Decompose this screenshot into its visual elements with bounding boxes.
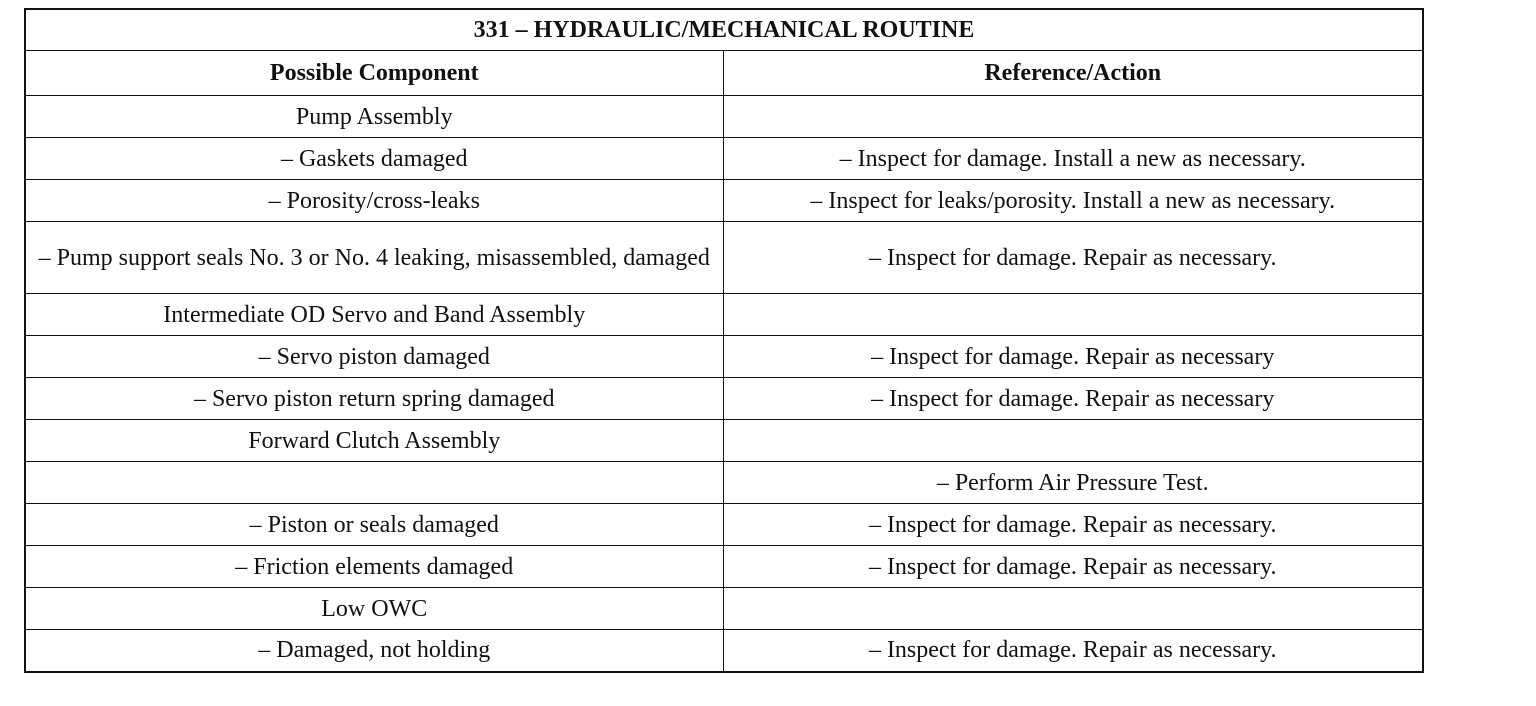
table-row: [25, 378, 1423, 420]
component-cell: – Servo piston damaged: [25, 336, 723, 378]
component-cell: – Servo piston return spring damaged: [25, 378, 723, 420]
table-row: [25, 96, 1423, 138]
action-cell: – Inspect for damage. Repair as necessary.: [723, 222, 1423, 294]
component-cell: – Friction elements damaged: [25, 546, 723, 588]
table-row: [25, 462, 1423, 504]
component-cell: – Porosity/cross-leaks: [25, 180, 723, 222]
table-row: [25, 180, 1423, 222]
action-cell: – Inspect for damage. Install a new as necessary.: [723, 138, 1423, 180]
action-cell: – Inspect for damage. Repair as necessary.: [723, 504, 1423, 546]
table-row: [25, 138, 1423, 180]
table-row: [25, 546, 1423, 588]
table-row: [25, 294, 1423, 336]
table-row: [25, 222, 1423, 294]
table-row: [25, 588, 1423, 630]
component-cell: Low OWC: [25, 588, 723, 630]
action-cell: – Inspect for damage. Repair as necessary.: [723, 546, 1423, 588]
action-cell: – Inspect for leaks/porosity. Install a new as necessary.: [723, 180, 1423, 222]
action-cell: – Perform Air Pressure Test.: [723, 462, 1423, 504]
component-cell: Forward Clutch Assembly: [25, 420, 723, 462]
table-row: [25, 630, 1423, 672]
action-cell: – Inspect for damage. Repair as necessary: [723, 378, 1423, 420]
diagnostic-routine-table: [24, 8, 1424, 673]
table-row: [25, 504, 1423, 546]
action-cell: [723, 588, 1423, 630]
component-cell: Intermediate OD Servo and Band Assembly: [25, 294, 723, 336]
table-row: [25, 420, 1423, 462]
component-cell: – Piston or seals damaged: [25, 504, 723, 546]
action-cell: [723, 420, 1423, 462]
component-cell: – Pump support seals No. 3 or No. 4 leaking, misassembled, damaged: [25, 222, 723, 294]
component-cell: – Gaskets damaged: [25, 138, 723, 180]
action-cell: [723, 294, 1423, 336]
table-title-row: [25, 9, 1423, 51]
component-cell: – Damaged, not holding: [25, 630, 723, 672]
table-row: [25, 336, 1423, 378]
column-header-action: Reference/Action: [723, 51, 1423, 96]
table-header-row: [25, 51, 1423, 96]
component-cell: [25, 462, 723, 504]
component-cell: Pump Assembly: [25, 96, 723, 138]
column-header-component: Possible Component: [25, 51, 723, 96]
action-cell: – Inspect for damage. Repair as necessary.: [723, 630, 1423, 672]
action-cell: [723, 96, 1423, 138]
table-title: 331 – HYDRAULIC/MECHANICAL ROUTINE: [25, 9, 1423, 51]
action-cell: – Inspect for damage. Repair as necessary: [723, 336, 1423, 378]
